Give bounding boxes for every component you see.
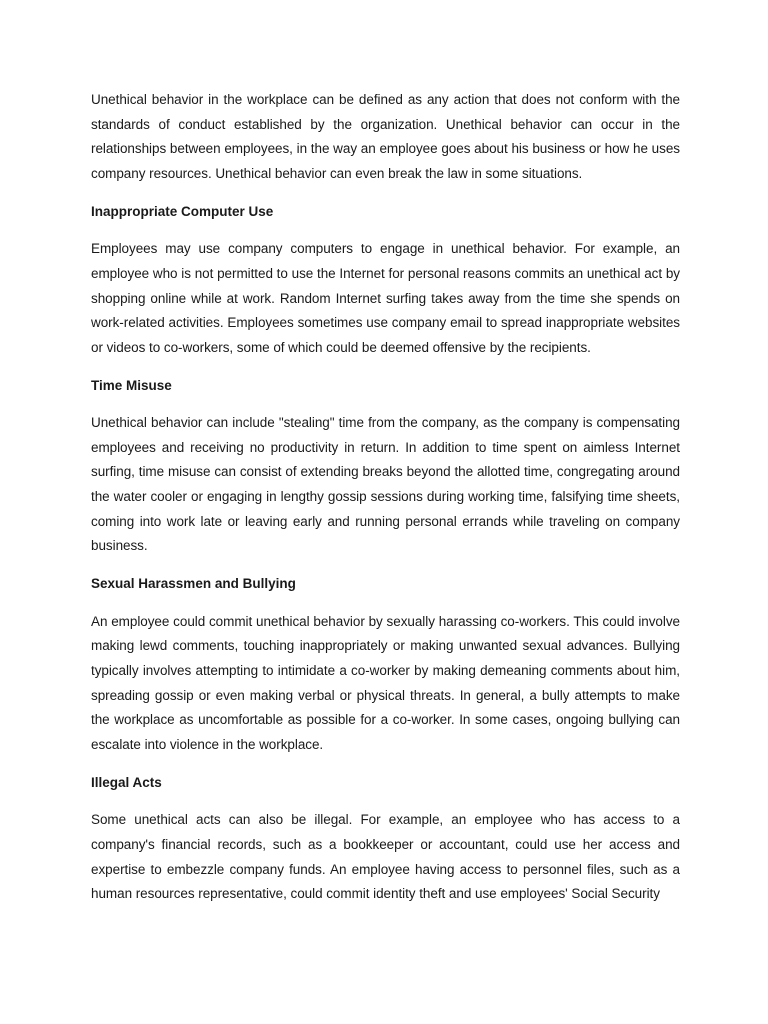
section-body-illegal-acts: Some unethical acts can also be illegal. For example, an employee who has access to a company's financial records, such as a bookkeeper or accountant, could use her access and expertise to embezzle company funds. An employee having access to personnel files, such as a human resources representative, could commit identity theft and use employees' Social Security [91, 812, 680, 902]
section-body-harassment-bullying: An employee could commit unethical behavior by sexually harassing co-workers. This could involve making lewd comments, touching inappropriately or making unwanted sexual advances. Bullying typically involves attempting to intimidate a co-worker by making demeaning comments about him, spreading gossip or even making verbal or physical threats. In general, a bully attempts to make the workplace as uncomfortable as possible for a co-worker. In some cases, ongoing bullying can escalate into violence in the workplace. [91, 613, 680, 752]
document-page [91, 88, 680, 907]
section-heading-harassment-bullying: Sexual Harassmen and Bullying [91, 576, 296, 592]
section-body-computer-use: Employees may use company computers to engage in unethical behavior. For example, an employee who is not permitted to use the Internet for personal reasons commits an unethical act by shopping online while at work. Random Internet surfing takes away from the time she spends on work-related activities. Employees sometimes use company email to spread inappropriate websites or videos to co-workers, some of which could be deemed offensive by the recipients. [91, 241, 680, 355]
section-heading-illegal-acts: Illegal Acts [91, 774, 162, 790]
intro-paragraph: Unethical behavior in the workplace can be defined as any action that does not conform with the standards of conduct established by the organization. Unethical behavior can occur in the relationships between employees, in the way an employee goes about his business or how he uses company resources. Unethical behavior can even break the law in some situations. [91, 92, 680, 181]
section-body-time-misuse: Unethical behavior can include "stealing" time from the company, as the company is compensating employees and receiving no productivity in return. In addition to time spent on aimless Internet surfing, time misuse can consist of extending breaks beyond the allotted time, congregating around the water cooler or engaging in lengthy gossip sessions during working time, falsifying time sheets, coming into work late or leaving early and running personal errands while traveling on company business. [91, 415, 680, 554]
section-heading-time-misuse: Time Misuse [91, 377, 172, 393]
section-heading-computer-use: Inappropriate Computer Use [91, 203, 274, 219]
